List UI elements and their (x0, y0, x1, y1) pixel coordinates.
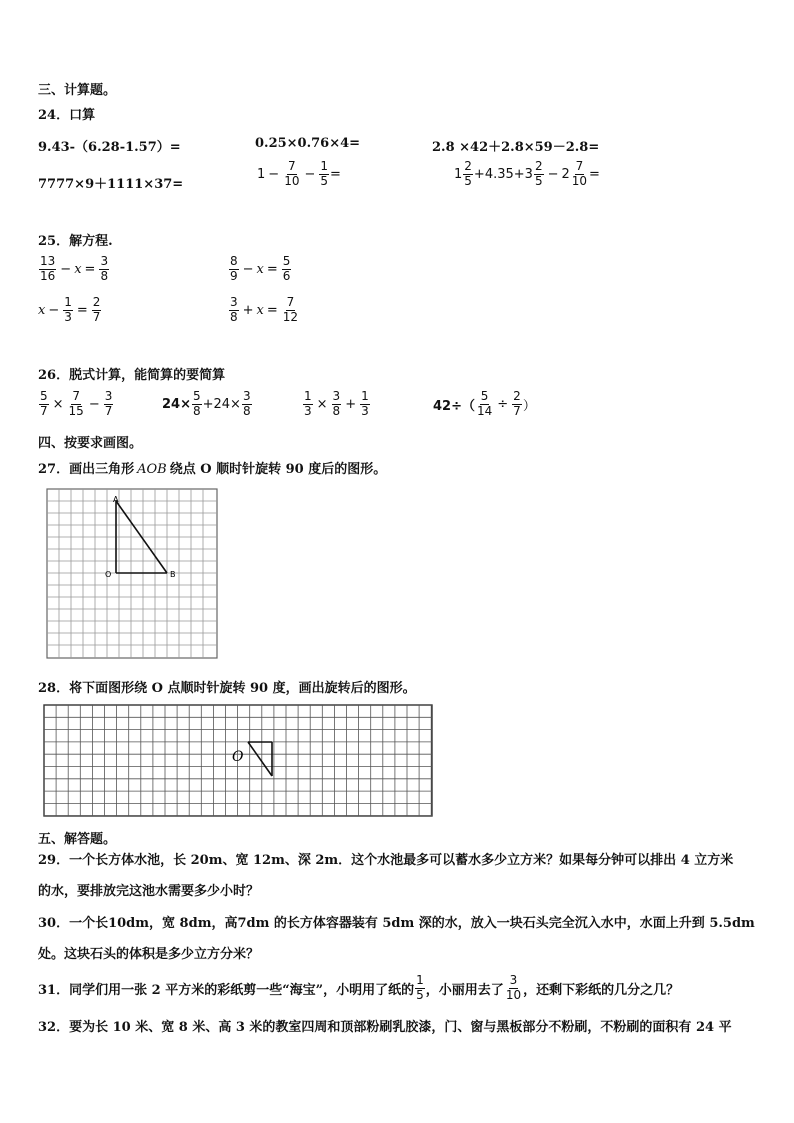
q24-expr-1: 9.43-（6.28-1.57）= (38, 140, 181, 155)
q29-line-2: 的水，要排放完这池水需要多少小时？ (38, 884, 260, 899)
q25-equation-2: $\frac{8}{9}$ − x = $\frac{5}{6}$ (230, 254, 291, 283)
q25-equation-4: $\frac{3}{8}$ + x = $\frac{7}{12}$ (230, 295, 299, 324)
q30-line-1: 30．一个长10dm，宽 8dm，高7dm 的长方体容器装有 5dm 深的水，放入一块石头完全沉入水中，水面上升到 5.5dm (38, 916, 755, 931)
point-a-label: A (113, 495, 119, 504)
point-b-label: B (170, 570, 176, 579)
q28-shape (248, 742, 272, 776)
q27-grid[interactable] (46, 488, 218, 659)
q25-label: 25．解方程. (38, 234, 113, 249)
q28-grid[interactable] (43, 704, 434, 817)
q26-expr-b: 24× $\frac{5}{8}$ +24× $\frac{3}{8}$ (162, 389, 251, 418)
q25-equation-1: $\frac{13}{16}$ − x = $\frac{3}{8}$ (40, 254, 109, 283)
section-5-title: 五、解答题。 (38, 832, 117, 847)
section-3-title: 三、计算题。 (38, 83, 117, 98)
q26-expr-d: 42÷（ $\frac{5}{14}$ ÷ $\frac{2}{7}$ ） (433, 389, 536, 418)
q29-line-1: 29．一个长方体水池，长 20m、宽 12m、深 2m．这个水池最多可以蓄水多少立方米？如果每分钟可以排出 4 立方米 (38, 853, 734, 868)
q31-text: 31．同学们用一张 2 平方米的彩纸剪一些“海宝”，小明用了纸的 $\frac{1}{5}$ ，小丽用去了 $\frac{3}{10}$ ，还剩下彩纸的几分之几？ (38, 973, 680, 1002)
q28-prompt: 28．将下面图形绕 O 点顺时针旋转 90 度，画出旋转后的图形。 (38, 681, 416, 696)
q24-expr-3: 2.8 ×42＋2.8×59－2.8= (432, 140, 600, 155)
q24-expr-5: 1 − $\frac{7}{10}$ − $\frac{1}{5}$ = (257, 159, 341, 188)
q25-equation-3: x − $\frac{1}{3}$ = $\frac{2}{7}$ (38, 295, 101, 324)
q24-label: 24．口算 (38, 108, 96, 123)
q26-label: 26．脱式计算，能简算的要简算 (38, 368, 226, 383)
section-4-title: 四、按要求画图。 (38, 436, 143, 451)
q24-expr-2: 0.25×0.76×4= (255, 136, 361, 151)
q30-line-2: 处。这块石头的体积是多少立方分米？ (38, 947, 260, 962)
q27-prompt: 27．画出三角形 AOB 绕点 O 顺时针旋转 90 度后的图形。 (38, 462, 387, 477)
q26-expr-c: $\frac{1}{3}$ × $\frac{3}{8}$ + $\frac{1}{3}$ (304, 389, 369, 418)
point-o-label: O (232, 749, 244, 765)
q32-line-1: 32．要为长 10 米、宽 8 米、高 3 米的教室四周和顶部粉刷乳胶漆，门、窗与黑板部分不粉刷，不粉刷的面积有 24 平 (38, 1020, 732, 1035)
q24-expr-6: 1 $\frac{2}{5}$ +4.35+3 $\frac{2}{5}$ − 2 $\frac{7}{10}$ = (454, 159, 600, 188)
q26-expr-a: $\frac{5}{7}$ × $\frac{7}{15}$ − $\frac{3}{7}$ (40, 389, 113, 418)
q24-expr-4: 7777×9＋1111×37= (38, 177, 184, 192)
point-o-label: O (105, 570, 112, 579)
